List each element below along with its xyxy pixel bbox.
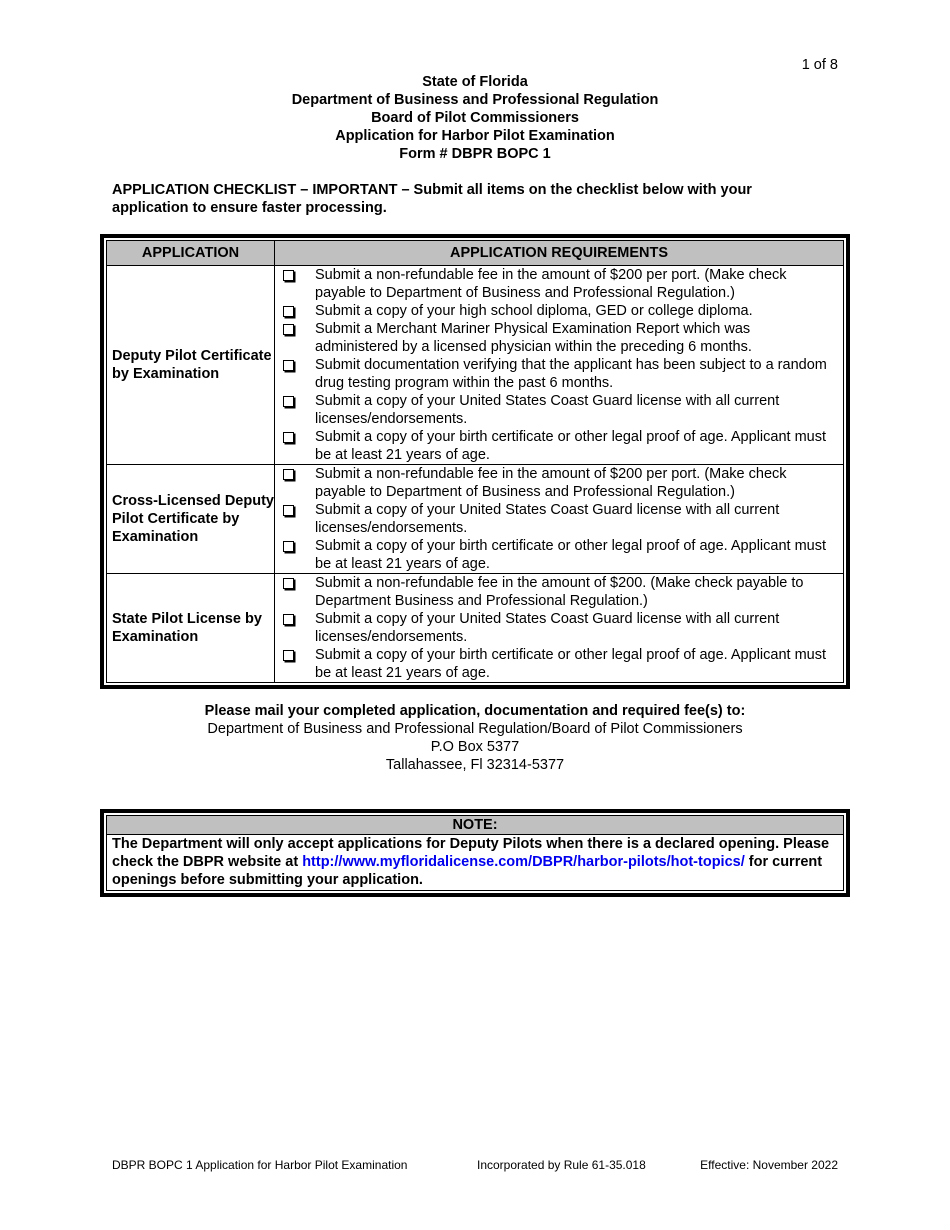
requirement-text: Submit a copy of your United States Coast Guard license with all current licenses/endorsements. — [315, 611, 780, 645]
column-header-application: APPLICATION — [107, 241, 275, 266]
requirement-item — [283, 392, 837, 428]
requirement-item — [283, 501, 837, 537]
requirements-list — [283, 574, 837, 682]
note-body — [106, 834, 844, 891]
header-title: Application for Harbor Pilot Examination — [335, 128, 615, 144]
requirements-table-frame — [100, 234, 850, 689]
requirement-item — [283, 302, 837, 320]
application-type: State Pilot License by Examination — [107, 574, 275, 683]
column-header-requirements: APPLICATION REQUIREMENTS — [275, 241, 844, 266]
requirement-item — [283, 646, 837, 682]
form-header — [0, 73, 950, 163]
table-row — [107, 266, 844, 465]
requirement-text: Submit a non-refundable fee in the amount of $200. (Make check payable to Department Business and Professional Regulation.) — [315, 575, 804, 609]
application-type: Cross-Licensed Deputy Pilot Certificate by Examination — [107, 465, 275, 574]
checkbox-icon[interactable] — [283, 432, 294, 443]
requirement-item — [283, 574, 837, 610]
note-title: NOTE: — [106, 815, 844, 834]
mail-address-line: Tallahassee, Fl 32314-5377 — [385, 757, 565, 773]
note-text: The Department will only accept applications for Deputy Pilots when there is a declared opening. Please check the DBPR website at — [112, 836, 830, 870]
checkbox-icon[interactable] — [283, 469, 294, 480]
checkbox-icon[interactable] — [283, 505, 294, 516]
table-row — [107, 465, 844, 574]
checkbox-icon[interactable] — [283, 306, 294, 317]
requirement-text: Submit a copy of your high school diploma, GED or college diploma. — [315, 303, 753, 319]
requirements-table — [106, 240, 844, 683]
checkbox-icon[interactable] — [283, 614, 294, 625]
page-number: 1 of 8 — [801, 57, 838, 73]
footer-effective-date: Effective: November 2022 — [700, 1158, 838, 1172]
checkbox-icon[interactable] — [283, 360, 294, 371]
requirement-text: Submit a non-refundable fee in the amount of $200 per port. (Make check payable to Department of Business and Professional Regulation.) — [315, 466, 787, 500]
requirement-item — [283, 610, 837, 646]
checkbox-icon[interactable] — [283, 578, 294, 589]
requirements-list — [283, 266, 837, 464]
requirements-list — [283, 465, 837, 573]
requirement-text: Submit a copy of your birth certificate or other legal proof of age. Applicant must be at least 21 years of age. — [315, 538, 826, 572]
footer-rule: Incorporated by Rule 61-35.018 — [477, 1158, 646, 1172]
dbpr-website-link[interactable]: http://www.myfloridalicense.com/DBPR/harbor-pilots/hot-topics/ — [302, 854, 745, 870]
requirement-text: Submit documentation verifying that the applicant has been subject to a random drug testing program within the past 6 months. — [315, 357, 827, 391]
header-form-number: Form # DBPR BOPC 1 — [399, 146, 551, 162]
checkbox-icon[interactable] — [283, 541, 294, 552]
requirement-text: Submit a copy of your United States Coast Guard license with all current licenses/endorsements. — [315, 393, 780, 427]
checkbox-icon[interactable] — [283, 270, 294, 281]
application-type: Deputy Pilot Certificate by Examination — [107, 266, 275, 465]
requirement-item — [283, 537, 837, 573]
checkbox-icon[interactable] — [283, 324, 294, 335]
note-text-end: for current openings before submitting your application. — [112, 854, 823, 888]
checklist-intro: APPLICATION CHECKLIST – IMPORTANT – Submit all items on the checklist below with your application to ensure faster processing. — [112, 182, 752, 216]
requirement-text: Submit a copy of your birth certificate or other legal proof of age. Applicant must be at least 21 years of age. — [315, 647, 826, 681]
requirement-text: Submit a Merchant Mariner Physical Examination Report which was administered by a licensed physician within the preceding 6 months. — [315, 321, 752, 355]
requirements-cell — [275, 266, 844, 465]
mailing-instructions — [0, 702, 950, 774]
note-box — [100, 809, 850, 897]
requirement-item — [283, 266, 837, 302]
header-board: Board of Pilot Commissioners — [371, 110, 579, 126]
mail-address-line: P.O Box 5377 — [430, 739, 520, 755]
mail-heading: Please mail your completed application, documentation and required fee(s) to: — [204, 703, 746, 719]
requirements-cell — [275, 574, 844, 683]
table-header-row — [107, 241, 844, 266]
requirement-text: Submit a non-refundable fee in the amount of $200 per port. (Make check payable to Department of Business and Professional Regulation.) — [315, 267, 787, 301]
requirement-item — [283, 320, 837, 356]
requirement-item — [283, 465, 837, 501]
requirements-cell — [275, 465, 844, 574]
requirement-text: Submit a copy of your United States Coast Guard license with all current licenses/endorsements. — [315, 502, 780, 536]
checkbox-icon[interactable] — [283, 650, 294, 661]
mail-address-line: Department of Business and Professional Regulation/Board of Pilot Commissioners — [207, 721, 743, 737]
header-state: State of Florida — [422, 74, 528, 90]
header-department: Department of Business and Professional Regulation — [291, 92, 659, 108]
checkbox-icon[interactable] — [283, 396, 294, 407]
footer-form-title: DBPR BOPC 1 Application for Harbor Pilot Examination — [112, 1158, 408, 1172]
requirement-text: Submit a copy of your birth certificate or other legal proof of age. Applicant must be at least 21 years of age. — [315, 429, 826, 463]
requirement-item — [283, 428, 837, 464]
requirement-item — [283, 356, 837, 392]
table-row — [107, 574, 844, 683]
